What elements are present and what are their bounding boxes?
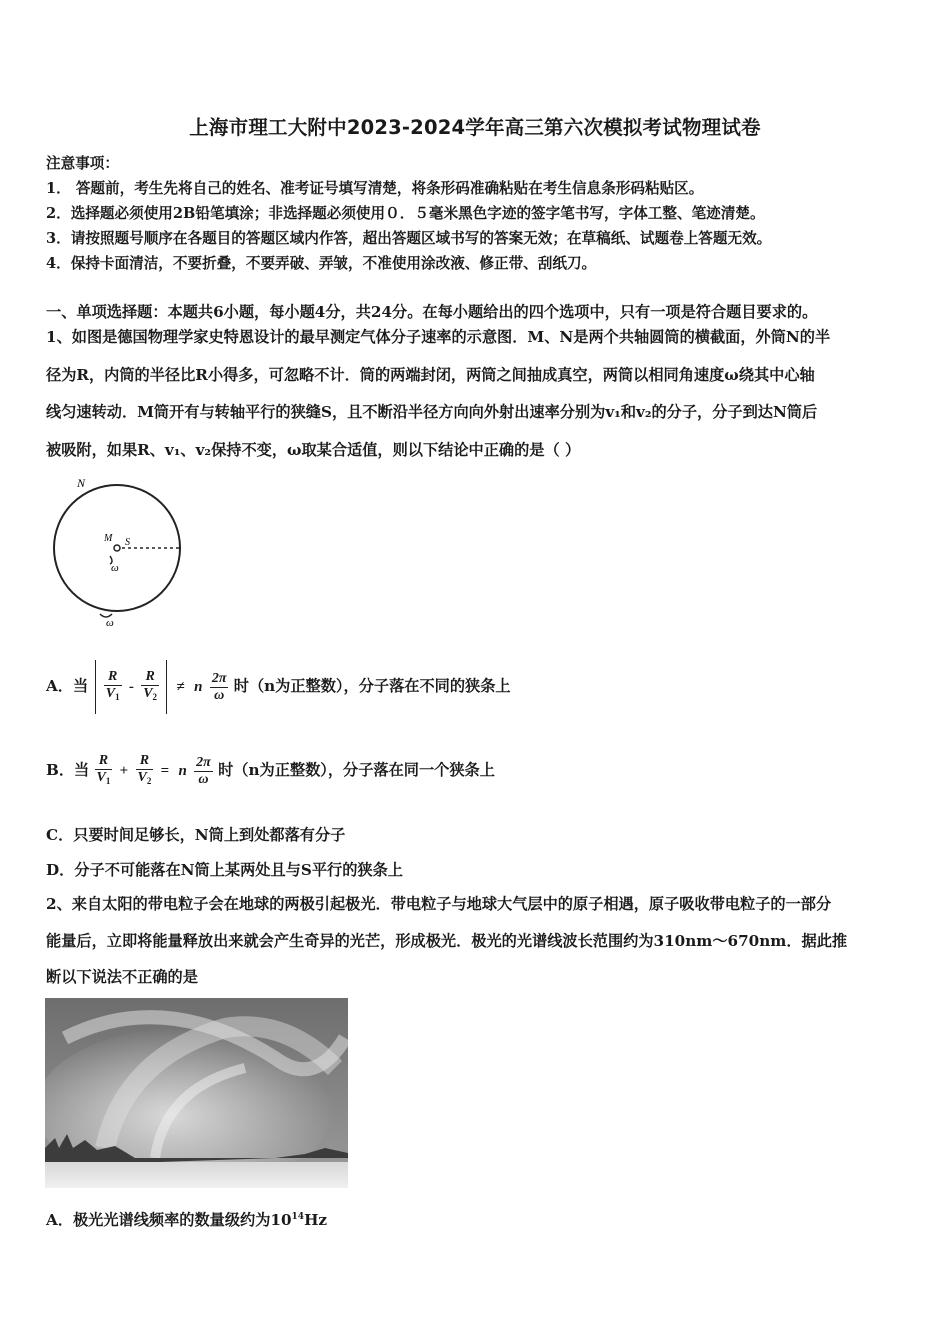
notice-heading: 注意事项： bbox=[46, 155, 119, 172]
unit: Hz bbox=[304, 1211, 328, 1229]
page-title: 上海市理工大附中2023-2024学年高三第六次模拟考试物理试卷 bbox=[189, 116, 761, 139]
q1-option-c: C．只要时间足够长，N筒上到处都落有分子 bbox=[46, 826, 346, 844]
section-heading: 一、单项选择题：本题共6小题，每小题4分，共24分。在每小题给出的四个选项中，只有一项是符合题目要求的。 bbox=[46, 303, 818, 321]
plus-sign: + bbox=[119, 763, 129, 779]
minus-sign: - bbox=[128, 679, 134, 695]
var-n: n bbox=[194, 679, 203, 695]
fraction-numerator: 2π bbox=[211, 670, 227, 686]
fraction-r-v1 bbox=[104, 669, 122, 705]
equal-sign: = bbox=[160, 763, 170, 779]
fraction-denominator: $V_1$ bbox=[105, 686, 120, 702]
q2-text-line: 能量后，立即将能量释放出来就会产生奇异的光芒，形成极光．极光的光谱线波长范围约为310nm～670nm．据此推 bbox=[46, 932, 848, 950]
q2-text-line: 断以下说法不正确的是 bbox=[46, 968, 198, 986]
notice-item: 1． 答题前，考生先将自己的姓名、准考证号填写清楚，将条形码准确粘贴在考生信息条形码粘贴区。 bbox=[46, 180, 704, 197]
var-n: n bbox=[178, 763, 187, 779]
fraction-r-v2 bbox=[141, 669, 159, 705]
fraction-numerator: R bbox=[141, 669, 159, 686]
fraction-2pi-omega bbox=[210, 671, 229, 704]
q1-text-line: 线匀速转动．M筒开有与转轴平行的狭缝S，且不断沿半径方向向外射出速率分别为v₁和v₂的分子，分子到达N筒后 bbox=[46, 403, 818, 421]
notice-item: 3．请按照题号顺序在各题目的答题区域内作答，超出答题区域书写的答案无效；在草稿纸、试题卷上答题无效。 bbox=[46, 230, 772, 247]
option-a-text: A．极光光谱线频率的数量级约为10 bbox=[46, 1211, 292, 1229]
fraction-denominator: ω bbox=[198, 771, 209, 787]
label-n: N bbox=[77, 476, 86, 490]
q1-option-a bbox=[46, 656, 511, 717]
fraction-denominator: ω bbox=[214, 687, 225, 703]
inner-cylinder-m bbox=[114, 545, 120, 551]
option-a-prefix: A．当 bbox=[46, 677, 89, 695]
abs-bar-left bbox=[95, 660, 96, 714]
fraction-numerator: R bbox=[104, 669, 122, 686]
not-equal-sign: ≠ bbox=[176, 679, 185, 695]
fraction-numerator: R bbox=[95, 753, 113, 770]
q2-option-a bbox=[46, 1209, 327, 1230]
fraction-2pi-omega bbox=[194, 755, 213, 788]
q1-text-line: 被吸附，如果R、v₁、v₂保持不变，ω取某合适值，则以下结论中正确的是（ ） bbox=[46, 441, 581, 459]
label-omega-outer: ω bbox=[106, 617, 114, 629]
cylinder-diagram bbox=[44, 474, 194, 634]
option-b-suffix: 时（n为正整数），分子落在同一个狭条上 bbox=[218, 761, 495, 779]
fraction-numerator: R bbox=[136, 753, 154, 770]
fraction-r-v2 bbox=[136, 753, 154, 789]
aurora-photo bbox=[45, 998, 348, 1188]
fraction-numerator: 2π bbox=[196, 754, 211, 770]
outer-cylinder-n bbox=[54, 485, 180, 611]
fraction-denominator: $V_1$ bbox=[96, 770, 111, 786]
q1-text-line: 径为R，内筒的半径比R小得多，可忽略不计．筒的两端封闭，两筒之间抽成真空，两筒以相同角速度ω绕其中心轴 bbox=[46, 366, 815, 384]
q2-text-line: 2、来自太阳的带电粒子会在地球的两极引起极光．带电粒子与地球大气层中的原子相遇，原子吸收带电粒子的一部分 bbox=[46, 895, 832, 913]
q1-option-b bbox=[46, 740, 495, 801]
exponent: 14 bbox=[291, 1211, 305, 1222]
notice-item: 4．保持卡面清洁，不要折叠，不要弄破、弄皱，不准使用涂改液、修正带、刮纸刀。 bbox=[46, 255, 597, 272]
abs-bar-right bbox=[166, 660, 167, 714]
q1-option-d: D．分子不可能落在N筒上某两处且与S平行的狭条上 bbox=[46, 861, 403, 879]
option-a-suffix: 时（n为正整数），分子落在不同的狭条上 bbox=[233, 677, 511, 695]
label-omega-inner: ω bbox=[111, 562, 119, 574]
option-b-prefix: B．当 bbox=[46, 761, 90, 779]
label-s: S bbox=[125, 537, 130, 548]
fraction-denominator: $V_2$ bbox=[137, 770, 152, 786]
q1-text-line: 1、如图是德国物理学家史特恩设计的最早测定气体分子速率的示意图．M、N是两个共轴圆筒的横截面，外筒N的半 bbox=[46, 328, 831, 346]
fraction-r-v1 bbox=[95, 753, 113, 789]
fraction-denominator: $V_2$ bbox=[143, 686, 158, 702]
label-m: M bbox=[104, 533, 113, 544]
notice-item: 2．选择题必须使用2B铅笔填涂；非选择题必须使用０．５毫米黑色字迹的签字笔书写，字体工整、笔迹清楚。 bbox=[46, 205, 765, 222]
